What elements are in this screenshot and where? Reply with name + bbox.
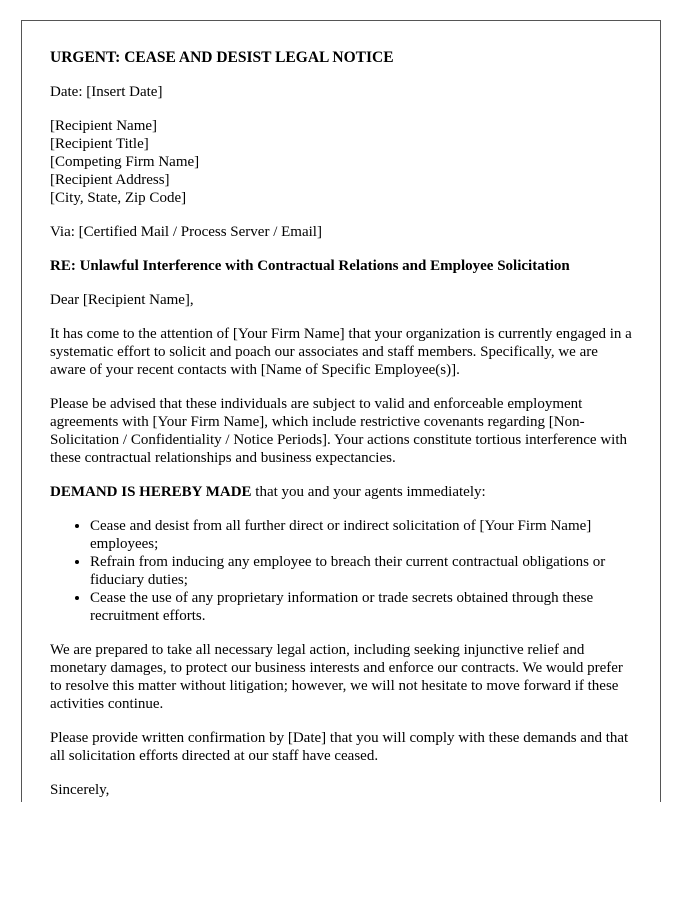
document-page: [21, 20, 661, 802]
recipient-name: [Recipient Name]: [50, 118, 158, 134]
paragraph-legal-action: We are prepared to take all necessary legal action, including seeking injunctive relief and monetary damages, to protect our business interests and enforce our contracts. We would prefer to resolve this matter without litigation; however, we will not hesitate to move forward if these activities continue.: [50, 642, 623, 712]
recipient-title: [Recipient Title]: [50, 136, 149, 152]
recipient-city-state-zip: [City, State, Zip Code]: [50, 190, 187, 206]
recipient-address: [Recipient Address]: [50, 172, 170, 188]
paragraph-confirmation: Please provide written confirmation by [Date] that you will comply with these demands and that all solicitation efforts directed at our staff have ceased.: [50, 730, 629, 764]
notice-title: URGENT: CEASE AND DESIST LEGAL NOTICE: [50, 49, 394, 66]
demand-intro-text: that you and your agents immediately:: [251, 484, 486, 500]
demand-item-refrain-inducing: • Refrain from inducing any employee to breach their current contractual obligations or fiduciary duties;: [90, 553, 632, 589]
salutation: Dear [Recipient Name],: [50, 292, 194, 308]
paragraph-attention: It has come to the attention of [Your Firm Name] that your organization is currently engaged in a systematic effort to solicit and poach our associates and staff members. Specifically, we are aware of your recent contacts with [Name of Specific Employee(s)].: [50, 326, 632, 378]
demand-intro: [50, 483, 632, 501]
demand-item-cease-solicitation: • Cease and desist from all further direct or indirect solicitation of [Your Firm Name] employees;: [90, 517, 632, 553]
closing: Sincerely,: [50, 782, 110, 798]
paragraph-agreements: Please be advised that these individuals are subject to valid and enforceable employment agreements with [Your Firm Name], which include restrictive covenants regarding [Non-Solicitation / Confidentiality / Notice Periods]. Your actions constitute tortious interference with these contractual relationships and business expectancies.: [50, 396, 627, 466]
recipient-address-block: [50, 117, 632, 207]
recipient-firm: [Competing Firm Name]: [50, 154, 200, 170]
letter-body: [22, 21, 660, 799]
demand-list: [50, 517, 632, 625]
demand-heading: DEMAND IS HEREBY MADE: [50, 484, 252, 500]
date-line: Date: [Insert Date]: [50, 84, 163, 100]
subject-line: RE: Unlawful Interference with Contractual Relations and Employee Solicitation: [50, 258, 570, 274]
demand-item-cease-proprietary-use: • Cease the use of any proprietary information or trade secrets obtained through these recruitment efforts.: [90, 589, 632, 625]
delivery-method-line: Via: [Certified Mail / Process Server / Email]: [50, 224, 322, 240]
